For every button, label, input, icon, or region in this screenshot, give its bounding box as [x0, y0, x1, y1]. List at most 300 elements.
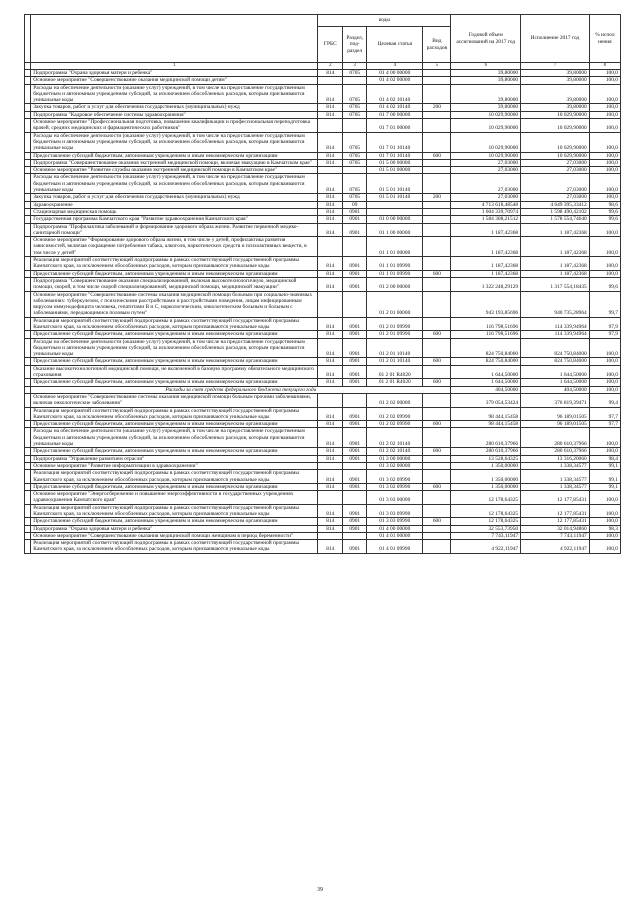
grbs-cell: 814 [318, 152, 343, 159]
target-article-cell: 01 1 01 00000 [367, 237, 423, 257]
plan-amount-cell: 13 528,64325 [451, 455, 521, 462]
expense-type-cell [423, 470, 451, 484]
table-row [25, 518, 621, 525]
expense-type-cell [423, 338, 451, 358]
grbs-cell: 814 [318, 358, 343, 365]
table-row [25, 277, 621, 291]
razdel-cell [343, 167, 367, 174]
fact-amount-cell: 1 187,42368 [521, 257, 590, 271]
target-article-cell: 01 2 01 00000 [367, 291, 423, 317]
grbs-cell: 814 [318, 365, 343, 379]
razdel-cell [343, 119, 367, 133]
grbs-cell: 814 [318, 194, 343, 201]
target-article-cell: 01 2 01 R4020 [367, 379, 423, 386]
grbs-cell: 814 [318, 338, 343, 358]
target-article-cell: 01 2 01 10140 [367, 338, 423, 358]
expense-type-cell [423, 216, 451, 223]
expense-type-cell [423, 525, 451, 532]
plan-amount-cell: 27,03000 [451, 194, 521, 201]
plan-amount-cell: 10 029,90000 [451, 111, 521, 118]
percent-cell: 100,0 [589, 448, 620, 455]
page-number: 39 [317, 887, 323, 893]
expense-name-cell: Реализация мероприятий соответствующей подпрограммы в рамках соответствующей государственной программы Камчатского края, за исключением обособленных расходов, которым присваиваются уникальные коды [31, 317, 318, 331]
table-row [25, 194, 621, 201]
column-number: 3 [343, 63, 367, 70]
expense-name-cell: Здравоохранение [31, 201, 318, 208]
table-row [25, 237, 621, 257]
expense-name-cell: Расходы на обеспечение деятельности (оказание услуг) учреждений, в том числе на предоставление государственным бюджетным и автономным учреждениям субсидий, за исключением обособленных расходов, которым присваиваются уникальные коды [31, 84, 318, 104]
plan-amount-cell: 10 029,90000 [451, 119, 521, 133]
percent-cell: 100,0 [589, 132, 620, 152]
column-number: 6 [451, 63, 521, 70]
plan-amount-cell: 1 350,00000 [451, 470, 521, 484]
razdel-cell: 0901 [343, 379, 367, 386]
expense-name-cell: Основное мероприятие "Совершенствование системы оказания медицинской помощи больным прочими заболеваниями, включая онкологические заболевания" [31, 393, 318, 407]
expense-type-cell [423, 159, 451, 166]
target-article-cell: 01 3 03 00000 [367, 491, 423, 505]
razdel-cell: 0705 [343, 174, 367, 194]
budget-table-sheet [24, 14, 621, 554]
fact-amount-cell: 39,80000 [521, 77, 590, 84]
table-row [25, 216, 621, 223]
fact-amount-cell: 10 029,90000 [521, 152, 590, 159]
expense-type-cell: 600 [423, 421, 451, 428]
name-header [31, 15, 318, 63]
grbs-header: ГРБС [318, 27, 343, 63]
fact-amount-cell: 27,03000 [521, 159, 590, 166]
fact-amount-cell: 13 316,20060 [521, 455, 590, 462]
razdel-header: Раздел, под-раздел [343, 27, 367, 63]
expense-type-cell [423, 504, 451, 518]
fact-amount-cell: 114 339,94964 [521, 331, 590, 338]
expense-type-cell [423, 407, 451, 421]
grbs-cell: 814 [318, 540, 343, 554]
plan-header: Годовой объем ассигнований на 2017 год [451, 15, 521, 63]
table-row [25, 379, 621, 386]
plan-amount-cell: 1 322 248,29129 [451, 277, 521, 291]
table-row [25, 338, 621, 358]
table-row [25, 223, 621, 237]
plan-amount-cell: 1 187,42368 [451, 270, 521, 277]
razdel-cell [343, 491, 367, 505]
razdel-cell: 0901 [343, 455, 367, 462]
plan-amount-cell: 4 713 618,48548 [451, 201, 521, 208]
plan-amount-cell: 1 584 308,21512 [451, 216, 521, 223]
column-number: 2 [318, 63, 343, 70]
plan-amount-cell: 824 750,84000 [451, 358, 521, 365]
expense-name-cell: Реализация мероприятий соответствующей подпрограммы в рамках соответствующей государственной программы Камчатского края, за исключением обособленных расходов, которым присваиваются уникальные коды [31, 504, 318, 518]
expense-name-cell: Основное мероприятие "Формирование здорового образа жизни, в том числе у детей, профилактика развития зависимостей, включая сокращение потребления табака, алкоголя, наркотических средств и психоактивных веществ, в том числе у детей" [31, 237, 318, 257]
plan-amount-cell: 943 193,85696 [451, 291, 521, 317]
expense-type-cell: 200 [423, 104, 451, 111]
fact-amount-cell: 114 339,94964 [521, 317, 590, 331]
plan-amount-cell: 1 187,42368 [451, 223, 521, 237]
target-article-cell: 01 3 03 09990 [367, 504, 423, 518]
razdel-cell [343, 291, 367, 317]
razdel-cell: 0901 [343, 270, 367, 277]
table-row [25, 111, 621, 118]
target-article-cell: 01 5 01 10140 [367, 174, 423, 194]
column-number: 5 [423, 63, 451, 70]
fact-amount-cell: 32 014,94860 [521, 525, 590, 532]
table-row [25, 208, 621, 215]
razdel-cell: 0705 [343, 84, 367, 104]
fact-amount-cell: 4 922,11947 [521, 540, 590, 554]
fact-amount-cell: 39,80000 [521, 104, 590, 111]
percent-cell: 100,0 [589, 167, 620, 174]
table-row [25, 491, 621, 505]
expense-type-cell: 600 [423, 379, 451, 386]
expense-name-cell: Реализация мероприятий соответствующей подпрограммы в рамках соответствующей государственной программы Камчатского края, за исключением обособленных расходов, которым присваиваются уникальные коды [31, 407, 318, 421]
grbs-cell: 814 [318, 277, 343, 291]
expense-type-cell [423, 70, 451, 77]
fact-header: Исполнение 2017 год [521, 15, 590, 63]
table-row [25, 504, 621, 518]
razdel-cell: 0901 [343, 365, 367, 379]
expense-name-cell: Основное мероприятие "Профессиональная подготовка, повышение квалификации и профессиональная переподготовка врачей, средних медицинских и фармацевтических работников" [31, 119, 318, 133]
plan-amount-cell: 7 743,11947 [451, 532, 521, 539]
table-row [25, 167, 621, 174]
grbs-cell: 814 [318, 428, 343, 448]
percent-cell: 100,0 [589, 84, 620, 104]
expense-type-cell [423, 455, 451, 462]
plan-amount-cell: 379 054,53424 [451, 393, 521, 407]
plan-amount-cell: 1 604 339,70974 [451, 208, 521, 215]
plan-amount-cell: 98 444,15458 [451, 421, 521, 428]
percent-cell: 100,0 [589, 111, 620, 118]
table-row [25, 174, 621, 194]
razdel-cell: 0901 [343, 504, 367, 518]
grbs-cell: 814 [318, 216, 343, 223]
grbs-cell: 814 [318, 201, 343, 208]
table-row [25, 132, 621, 152]
plan-amount-cell: 27,03000 [451, 167, 521, 174]
grbs-cell: 814 [318, 159, 343, 166]
fact-amount-cell: 280 610,37966 [521, 448, 590, 455]
razdel-cell: 0705 [343, 70, 367, 77]
table-row [25, 104, 621, 111]
fact-amount-cell: 824 750,84000 [521, 338, 590, 358]
grbs-cell [318, 167, 343, 174]
grbs-cell: 814 [318, 257, 343, 271]
table-row [25, 448, 621, 455]
plan-amount-cell: 1 350,00000 [451, 483, 521, 490]
razdel-cell: 0901 [343, 358, 367, 365]
percent-cell: 100,0 [589, 379, 620, 386]
expense-type-cell: 600 [423, 270, 451, 277]
expense-type-cell: 600 [423, 448, 451, 455]
razdel-cell: 0901 [343, 483, 367, 490]
target-article-cell: 01 3 02 09990 [367, 470, 423, 484]
expense-type-cell [423, 277, 451, 291]
grbs-cell [318, 291, 343, 317]
expense-type-cell [423, 365, 451, 379]
plan-amount-cell: 1 187,42368 [451, 257, 521, 271]
target-article-cell: 01 7 00 00000 [367, 111, 423, 118]
fact-amount-cell: 824 750,84000 [521, 358, 590, 365]
table-row [25, 159, 621, 166]
razdel-cell [343, 532, 367, 539]
target-article-cell: 01 1 01 09990 [367, 270, 423, 277]
percent-cell: 100,0 [589, 358, 620, 365]
fact-amount-cell: 1 187,42368 [521, 223, 590, 237]
expense-name-cell: Основное мероприятие "Совершенствование оказания медицинской помощи женщинам в период беременности" [31, 532, 318, 539]
target-article-cell: 01 2 01 09990 [367, 317, 423, 331]
target-article-cell: 01 4 02 10140 [367, 104, 423, 111]
fact-amount-cell: 1 644,50000 [521, 379, 590, 386]
fact-amount-cell: 12 177,85431 [521, 491, 590, 505]
plan-amount-cell: 27,03000 [451, 174, 521, 194]
expense-name-cell: Подпрограмма "Управление развитием отрасли" [31, 455, 318, 462]
pct-header: % испол нения [589, 15, 620, 63]
expense-type-cell [423, 132, 451, 152]
expense-name-cell: Предоставление субсидий бюджетным, автономным учреждениям и иным некоммерческим организациям [31, 421, 318, 428]
plan-amount-cell: 1 644,50000 [451, 365, 521, 379]
percent-cell: 100,0 [589, 532, 620, 539]
expense-name-cell: Подпрограмма "Охрана здоровья матери и ребенка" [31, 525, 318, 532]
grbs-cell: 814 [318, 132, 343, 152]
percent-cell: 100,0 [589, 174, 620, 194]
grbs-cell: 814 [318, 421, 343, 428]
column-number: 4 [367, 63, 423, 70]
percent-cell: 98,3 [589, 525, 620, 532]
fact-amount-cell: 10 029,90000 [521, 132, 590, 152]
grbs-cell [318, 491, 343, 505]
expense-name-cell: Подпрограмма "Совершенствование оказания специализированной, включая высокотехнологичную, медицинской помощи, скорой, в том числе скорой специализированной, медицинской помощи, медицинской эвакуации" [31, 277, 318, 291]
plan-amount-cell: 39,80000 [451, 77, 521, 84]
plan-amount-cell: 39,80000 [451, 104, 521, 111]
expense-name-cell: Основное мероприятие "Совершенствование системы оказания медицинской помощи больным при социально-значимых заболеваниях: туберкулезом, с психическими расстройствами и расстройствами поведения, лицам инфицированным вирусом иммунодефицита человека, гепатитами В и С, наркологическим, онкологическим больным и больным с заболеваниями, передающимися половым путем" [31, 291, 318, 317]
expense-type-cell [423, 291, 451, 317]
expense-type-cell [423, 532, 451, 539]
table-row [25, 70, 621, 77]
target-article-cell [367, 201, 423, 208]
expense-name-cell: Предоставление субсидий бюджетным, автономным учреждениям и иным некоммерческим организациям [31, 448, 318, 455]
expense-type-cell [423, 540, 451, 554]
percent-cell: 100,0 [589, 365, 620, 379]
expense-type-cell [423, 201, 451, 208]
razdel-cell: 0901 [343, 518, 367, 525]
percent-cell: 97,7 [589, 421, 620, 428]
federal-funds-note-row [25, 386, 621, 393]
grbs-cell: 814 [318, 455, 343, 462]
grbs-cell: 814 [318, 331, 343, 338]
fact-amount-cell: 10 029,90000 [521, 111, 590, 118]
expense-name-cell: Предоставление субсидий бюджетным, автономным учреждениям и иным некоммерческим организациям [31, 483, 318, 490]
percent-cell: 99,6 [589, 208, 620, 215]
grbs-cell: 814 [318, 70, 343, 77]
percent-cell: 100,0 [589, 77, 620, 84]
percent-cell: 99,1 [589, 462, 620, 469]
expense-name-cell: Оказание высокотехнологичной медицинской помощи, не включенной в базовую программу обязательного медицинского страхования [31, 365, 318, 379]
percent-cell: 100,0 [589, 70, 620, 77]
table-row [25, 428, 621, 448]
fact-amount-cell: 1 187,42368 [521, 270, 590, 277]
expense-name-cell: Расходы на обеспечение деятельности (оказание услуг) учреждений, в том числе на предоставление государственным бюджетным и автономным учреждениям субсидий, за исключением обособленных расходов, которым присваиваются уникальные коды [31, 174, 318, 194]
expense-type-cell [423, 491, 451, 505]
target-article-cell: 01 1 00 00000 [367, 223, 423, 237]
razdel-cell: 0705 [343, 132, 367, 152]
expense-name-cell: Основное мероприятие "Развитие информатизации в здравоохранении" [31, 462, 318, 469]
razdel-cell: 0901 [343, 470, 367, 484]
target-article-cell: 01 4 01 00000 [367, 532, 423, 539]
target-article-cell: 01 2 02 10140 [367, 428, 423, 448]
plan-amount-cell: 27,03000 [451, 159, 521, 166]
razdel-cell: 0901 [343, 216, 367, 223]
percent-cell: 100,0 [589, 104, 620, 111]
table-row [25, 470, 621, 484]
plan-amount-cell: 280 610,37966 [451, 448, 521, 455]
target-article-cell: 01 2 02 10140 [367, 448, 423, 455]
target-article-cell: 01 2 01 10140 [367, 358, 423, 365]
expense-name-cell: Расходы на обеспечение деятельности (оказание услуг) учреждений, в том числе на предоставление государственным бюджетным и автономным учреждениям субсидий, за исключением обособленных расходов, которым присваиваются уникальные коды [31, 338, 318, 358]
target-article-cell: 01 2 02 00000 [367, 393, 423, 407]
percent-cell: 99,1 [589, 483, 620, 490]
plan-amount-cell: 98 444,15458 [451, 407, 521, 421]
razdel-cell: 0901 [343, 277, 367, 291]
target-article-cell [367, 208, 423, 215]
target-article-header: Целевая статья [367, 27, 423, 63]
razdel-cell: 0901 [343, 331, 367, 338]
table-body [25, 70, 621, 554]
target-article-cell: 01 7 01 10140 [367, 152, 423, 159]
razdel-cell: 0705 [343, 104, 367, 111]
fact-amount-cell: 10 029,90000 [521, 119, 590, 133]
razdel-cell: 0901 [343, 421, 367, 428]
fact-amount-cell: 1 317 554,18435 [521, 277, 590, 291]
table-row [25, 152, 621, 159]
target-article-cell: 01 5 01 10140 [367, 194, 423, 201]
target-article-cell: 01 3 00 00000 [367, 455, 423, 462]
expense-type-cell: 600 [423, 358, 451, 365]
column-number: 7 [521, 63, 590, 70]
expense-type-cell [423, 237, 451, 257]
expense-name-cell: Стационарная медицинская помощь [31, 208, 318, 215]
grbs-cell: 814 [318, 407, 343, 421]
expense-type-cell [423, 317, 451, 331]
expense-type-cell [423, 167, 451, 174]
table-row [25, 407, 621, 421]
fact-amount-cell: 12 177,85431 [521, 518, 590, 525]
expense-type-cell: 600 [423, 331, 451, 338]
grbs-cell: 814 [318, 518, 343, 525]
target-article-cell: 01 4 00 00000 [367, 525, 423, 532]
column-number: 1 [31, 63, 318, 70]
expense-name-cell: Основное мероприятие "Совершенствование оказания медицинской помощи детям" [31, 77, 318, 84]
razdel-cell [343, 462, 367, 469]
plan-amount-cell: 39,80000 [451, 84, 521, 104]
expense-type-cell [423, 462, 451, 469]
fact-amount-cell: 1 338,34577 [521, 470, 590, 484]
percent-cell: 100,0 [589, 237, 620, 257]
fact-amount-cell: 1 338,34577 [521, 483, 590, 490]
razdel-cell: 0901 [343, 525, 367, 532]
grbs-cell: 814 [318, 483, 343, 490]
percent-cell: 100,0 [589, 540, 620, 554]
plan-amount-cell: 824 750,84000 [451, 338, 521, 358]
table-row [25, 77, 621, 84]
percent-cell: 100,0 [589, 119, 620, 133]
razdel-cell: 0901 [343, 317, 367, 331]
razdel-cell: 0705 [343, 152, 367, 159]
expense-type-cell [423, 428, 451, 448]
expense-name-cell: Подпрограмма "Охрана здоровья матери и ребенка" [31, 70, 318, 77]
percent-cell: 98,4 [589, 455, 620, 462]
column-number: 8 [589, 63, 620, 70]
fact-amount-cell: 39,80000 [521, 84, 590, 104]
fact-amount-cell: 404,50000 [521, 386, 590, 393]
percent-cell: 100,0 [589, 194, 620, 201]
expense-type-header: Вид расходов [423, 27, 451, 63]
target-article-cell: 01 4 02 10140 [367, 84, 423, 104]
expense-name-cell: Основное мероприятие "Энергосбережение и повышение энергоэффективности в государственных учреждениях здравоохранения Камчатского края" [31, 491, 318, 505]
fact-amount-cell: 1 644,50000 [521, 365, 590, 379]
expense-type-cell [423, 84, 451, 104]
razdel-cell: 0901 [343, 407, 367, 421]
expense-name-cell: Расходы на обеспечение деятельности (оказание услуг) учреждений, в том числе на предоставление государственным бюджетным и автономным учреждениям субсидий, за исключением обособленных расходов, которым присваиваются уникальные коды [31, 428, 318, 448]
target-article-cell: 01 3 02 00000 [367, 462, 423, 469]
grbs-cell: 814 [318, 174, 343, 194]
fact-amount-cell: 1 338,34577 [521, 462, 590, 469]
expense-name-cell: Реализация мероприятий соответствующей подпрограммы в рамках соответствующей государственной программы Камчатского края, за исключением обособленных расходов, которым присваиваются уникальные коды [31, 540, 318, 554]
percent-cell: 100,0 [589, 152, 620, 159]
percent-cell: 100,0 [589, 270, 620, 277]
table-row [25, 421, 621, 428]
grbs-cell: 814 [318, 208, 343, 215]
grbs-cell: 814 [318, 470, 343, 484]
grbs-cell: 814 [318, 84, 343, 104]
percent-cell: 99,6 [589, 277, 620, 291]
expense-name-cell: Предоставление субсидий бюджетным, автономным учреждениям и иным некоммерческим организациям [31, 358, 318, 365]
grbs-cell: 814 [318, 104, 343, 111]
percent-cell: 99,7 [589, 291, 620, 317]
expense-type-cell: 600 [423, 483, 451, 490]
plan-amount-cell: 1 187,42368 [451, 237, 521, 257]
target-article-cell: 01 0 00 00000 [367, 216, 423, 223]
razdel-cell: 0705 [343, 111, 367, 118]
percent-cell: 97,7 [589, 407, 620, 421]
target-article-cell: 01 2 00 00000 [367, 277, 423, 291]
plan-amount-cell: 12 178,64325 [451, 504, 521, 518]
table-row [25, 358, 621, 365]
expense-name-cell: Предоставление субсидий бюджетным, автономным учреждениям и иным некоммерческим организациям [31, 331, 318, 338]
expense-name-cell: Подпрограмма "Совершенствование оказания экстренной медицинской помощи, включая эвакуацию в Камчатском крае" [31, 159, 318, 166]
target-article-cell: 01 3 02 09990 [367, 483, 423, 490]
percent-cell: 98,6 [589, 201, 620, 208]
razdel-cell: 0901 [343, 540, 367, 554]
grbs-cell: 814 [318, 111, 343, 118]
target-article-cell: 01 4 02 00000 [367, 77, 423, 84]
fact-amount-cell: 940 735,28964 [521, 291, 590, 317]
target-article-cell: 01 2 01 09990 [367, 331, 423, 338]
plan-amount-cell: 280 610,37966 [451, 428, 521, 448]
expense-type-cell [423, 223, 451, 237]
expense-name-cell: Основное мероприятие "Развитие службы оказания экстренной медицинской помощи в Камчатском крае" [31, 167, 318, 174]
expense-name-cell: Предоставление субсидий бюджетным, автономным учреждениям и иным некоммерческим организациям [31, 379, 318, 386]
plan-amount-cell: 10 029,90000 [451, 132, 521, 152]
percent-cell: 100,0 [589, 159, 620, 166]
expense-name-cell: Закупка товаров, работ и услуг для обеспечения государственных (муниципальных) нужд [31, 194, 318, 201]
grbs-cell: 814 [318, 317, 343, 331]
fact-amount-cell: 376 819,39471 [521, 393, 590, 407]
plan-amount-cell: 32 553,73950 [451, 525, 521, 532]
razdel-cell: 09 [343, 201, 367, 208]
percent-cell: 100,0 [589, 386, 620, 393]
fact-amount-cell: 1 578 554,74640 [521, 216, 590, 223]
table-row [25, 270, 621, 277]
expense-name-cell: Подпрограмма "Профилактика заболеваний и формирование здорового образа жизни. Развитие первичной медико-санитарной помощи" [31, 223, 318, 237]
expense-type-cell: 600 [423, 152, 451, 159]
